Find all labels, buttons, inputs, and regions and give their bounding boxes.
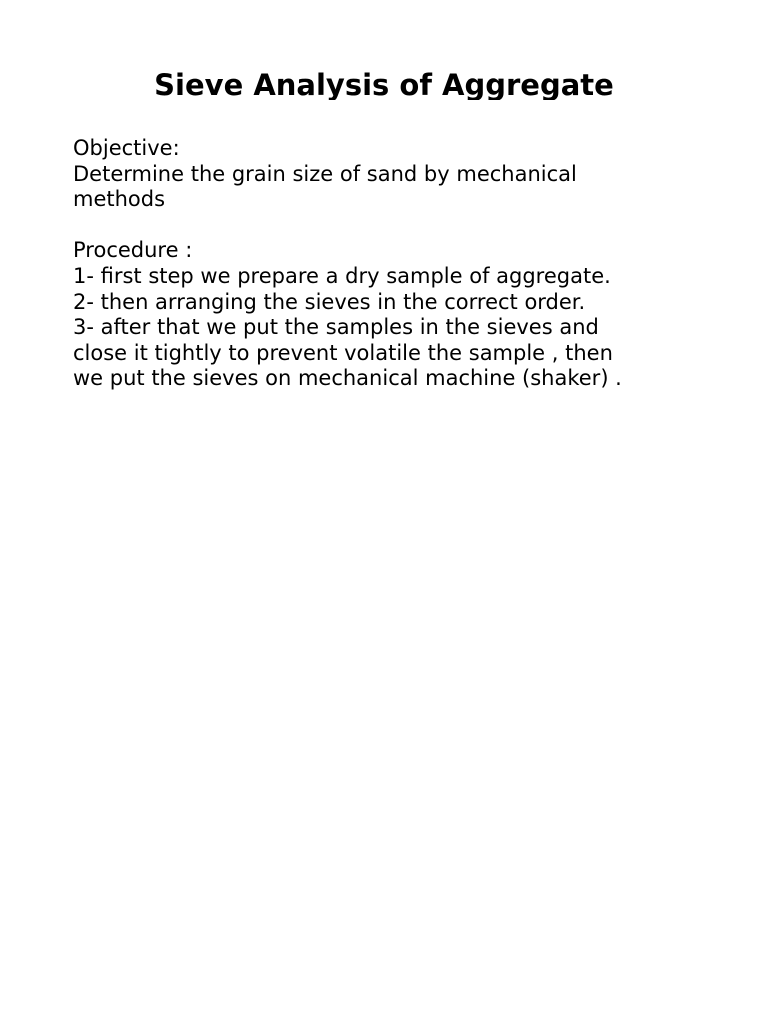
objective-section <box>73 136 713 213</box>
procedure-heading: Procedure : <box>73 238 193 263</box>
procedure-step-3-continued: we put the sieves on mechanical machine (shaker) . <box>73 366 622 391</box>
procedure-step-3-continued: close it tightly to prevent volatile the sample , then <box>73 340 613 365</box>
document-title: Sieve Analysis of Aggregate <box>154 68 614 100</box>
objective-heading: Objective: <box>73 136 180 160</box>
objective-line: methods <box>73 187 166 212</box>
paragraph-spacer <box>73 213 713 239</box>
procedure-section <box>73 238 713 392</box>
procedure-step-3: 3- after that we put the samples in the sieves and <box>73 315 599 340</box>
objective-line: Determine the grain size of sand by mechanical <box>73 161 577 186</box>
document-body <box>73 136 713 392</box>
procedure-step-2: 2- then arranging the sieves in the correct order. <box>73 289 586 314</box>
procedure-step-1: 1- first step we prepare a dry sample of aggregate. <box>73 263 611 288</box>
